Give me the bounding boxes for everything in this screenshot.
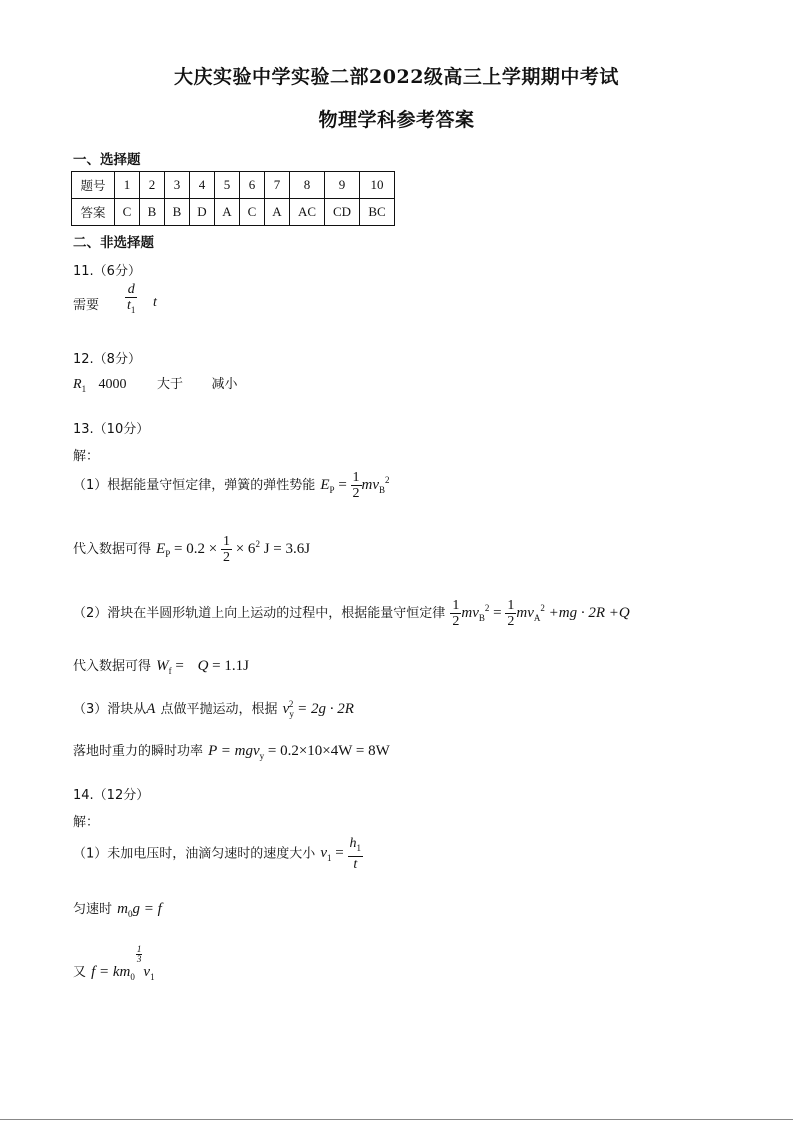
- frac-den: 2: [452, 614, 460, 629]
- q13-line-5-text: 点做平抛运动，根据: [160, 702, 278, 717]
- q12-value-1: 4000: [98, 377, 127, 392]
- section-heading-choice: 一、选择题: [73, 152, 141, 168]
- table-cell: 9: [325, 172, 360, 199]
- table-header-cell: 答案: [72, 199, 115, 226]
- answer-table: [71, 171, 395, 226]
- q12-r-sub: 1: [81, 383, 87, 394]
- q14-line-1-text: （1）未加电压时，油滴匀速时的速度大小: [73, 846, 316, 862]
- sub: B: [379, 484, 386, 495]
- frac-den: t: [353, 856, 358, 872]
- table-header-cell: 题号: [72, 172, 115, 199]
- frac-num: h: [349, 836, 357, 851]
- table-cell: BC: [360, 199, 395, 226]
- sub: A: [533, 612, 541, 623]
- equals: =: [175, 658, 184, 674]
- sup: 2: [255, 538, 260, 549]
- sub: 1: [150, 972, 155, 982]
- q11-answer-word: 需要: [73, 298, 100, 313]
- q11-fraction: [125, 282, 137, 318]
- symbol-m: m: [117, 901, 128, 917]
- q13-line-4: [73, 655, 249, 676]
- table-cell: C: [115, 199, 140, 226]
- symbol-v: v: [282, 701, 290, 717]
- symbol-A: A: [146, 701, 156, 717]
- q13-label: 13.（10分）: [73, 422, 150, 437]
- sub: P: [165, 548, 171, 559]
- sub: y: [259, 751, 265, 761]
- sub: y: [289, 709, 294, 719]
- q14-line-2-text: 匀速时: [73, 902, 113, 917]
- q13-line-1: [73, 470, 390, 501]
- sub: 1: [327, 853, 332, 864]
- q11-label: 11.（6分）: [73, 264, 141, 279]
- symbol-E: E: [156, 540, 166, 557]
- frac-den: 3: [136, 954, 142, 964]
- page-subtitle: 物理学科参考答案: [318, 109, 475, 131]
- frac-num: 1: [222, 534, 230, 549]
- symbol-mv: mv: [516, 604, 534, 621]
- q12-answers: [73, 373, 237, 394]
- expr: +mg · 2R +Q: [548, 604, 630, 621]
- q14-line-3-text: 又: [73, 965, 87, 980]
- sup: 2: [288, 699, 294, 709]
- sup: 2: [385, 474, 390, 485]
- q11-frac-den: t: [127, 298, 131, 313]
- sup: 2: [484, 602, 490, 613]
- q13-line-3: [73, 598, 630, 629]
- table-cell: 5: [215, 172, 240, 199]
- symbol-mv: mv: [461, 604, 479, 621]
- expr: = 1.1J: [212, 658, 249, 674]
- expr: J = 3.6J: [259, 540, 311, 557]
- q13-line-2: [73, 534, 310, 565]
- equals: =: [338, 476, 347, 493]
- symbol-v: v: [320, 845, 328, 862]
- q12-value-2: 大于: [156, 377, 183, 392]
- table-cell: 2: [140, 172, 165, 199]
- sub: P: [329, 484, 335, 495]
- table-row-answers: [72, 199, 395, 226]
- q13-line-3-text: （2）滑块在半圆形轨道上向上运动的过程中，根据能量守恒定律: [73, 605, 446, 621]
- q14-line-1: [73, 836, 363, 872]
- table-cell: CD: [325, 199, 360, 226]
- symbol-f: f: [91, 964, 96, 980]
- expr: = 0.2 ×: [174, 540, 218, 557]
- page-bottom-divider: [0, 1119, 793, 1120]
- q13-line-1-text: （1）根据能量守恒定律，弹簧的弹性势能: [73, 477, 316, 493]
- sub: 0: [127, 909, 133, 919]
- table-cell: A: [215, 199, 240, 226]
- q12-r-var: R: [73, 377, 82, 392]
- table-cell: AC: [290, 199, 325, 226]
- table-cell: C: [240, 199, 265, 226]
- symbol-P: P: [208, 743, 218, 759]
- table-cell: 7: [265, 172, 290, 199]
- table-row-numbers: [72, 172, 395, 199]
- frac-num: 1: [507, 598, 515, 613]
- frac-den: 2: [352, 486, 360, 501]
- equals: =: [335, 845, 344, 862]
- table-cell: B: [140, 199, 165, 226]
- q13-solve: 解：: [73, 449, 100, 464]
- page-title: 大庆实验中学实验二部2022级高三上学期期中考试: [174, 66, 619, 88]
- symbol-Q: Q: [197, 658, 209, 674]
- q14-line-3: [73, 945, 155, 982]
- sub: 0: [130, 972, 135, 982]
- q13-line-5: [73, 698, 354, 719]
- expr: = mgv: [217, 743, 260, 759]
- table-cell: 8: [290, 172, 325, 199]
- expr: = 0.2×10×4W = 8W: [264, 743, 390, 759]
- sub: B: [478, 612, 485, 623]
- q14-line-2: [73, 898, 162, 919]
- frac-num: 1: [352, 470, 360, 485]
- q13-line-5-text: （3）滑块从: [73, 702, 147, 717]
- symbol-mv: mv: [361, 476, 380, 493]
- expr: g = f: [132, 901, 162, 917]
- q13-line-6: [73, 740, 390, 761]
- q14-solve: 解：: [73, 815, 100, 830]
- q13-line-4-text: 代入数据可得: [73, 659, 152, 674]
- q12-value-3: 减小: [211, 377, 238, 392]
- table-cell: 4: [190, 172, 215, 199]
- q13-line-6-text: 落地时重力的瞬时功率: [73, 744, 204, 759]
- sub: 1: [356, 842, 362, 853]
- table-cell: 10: [360, 172, 395, 199]
- expr: = 2g · 2R: [297, 701, 354, 717]
- table-cell: 1: [115, 172, 140, 199]
- q14-label: 14.（12分）: [73, 788, 150, 803]
- symbol-W: W: [156, 658, 169, 674]
- symbol-E: E: [320, 476, 330, 493]
- q12-label: 12.（8分）: [73, 352, 141, 367]
- expr: = km: [95, 964, 131, 980]
- frac-den: 2: [222, 550, 230, 565]
- table-cell: B: [165, 199, 190, 226]
- equals: =: [493, 604, 502, 621]
- symbol-v: v: [143, 964, 151, 980]
- q13-line-2-text: 代入数据可得: [73, 541, 152, 557]
- table-cell: D: [190, 199, 215, 226]
- q11-var: t: [153, 295, 157, 310]
- frac-num: 1: [452, 598, 460, 613]
- q11-frac-num: d: [125, 282, 137, 298]
- frac-den: 2: [507, 614, 515, 629]
- table-cell: 3: [165, 172, 190, 199]
- frac-num: 1: [136, 944, 142, 954]
- table-cell: A: [265, 199, 290, 226]
- section-heading-nonchoice: 二、非选择题: [73, 235, 154, 251]
- sup: 2: [540, 602, 545, 613]
- sub: f: [168, 666, 172, 676]
- expr: × 6: [235, 540, 256, 557]
- table-cell: 6: [240, 172, 265, 199]
- q11-frac-den-sub: 1: [130, 304, 136, 315]
